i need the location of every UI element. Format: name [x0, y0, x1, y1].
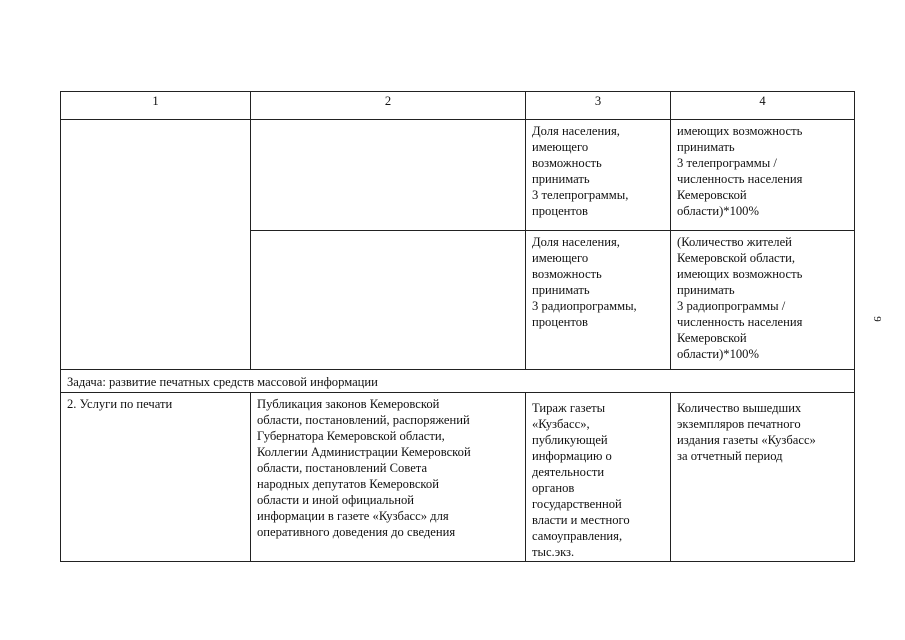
circulation-text: Тираж газеты «Кузбасс», публикующей информацию о деятельности органов государственной власти и местного самоуправления, тыс.экз. [532, 401, 630, 559]
service-cell [61, 393, 251, 562]
table-row [61, 120, 855, 231]
formula-tv-text: имеющих возможность принимать 3 телепрограммы / численность населения Кемеровской области)*100% [677, 124, 803, 218]
service-name-text: 2. Услуги по печати [67, 397, 173, 411]
empty-cell [251, 231, 526, 370]
indicator-tv-text: Доля населения, имеющего возможность принимать 3 телепрограммы, процентов [532, 124, 629, 218]
table-row [61, 393, 855, 562]
task-row [61, 370, 855, 393]
indicator-name-cell [526, 120, 671, 231]
indicators-table [60, 91, 855, 562]
copies-formula-text: Количество вышедших экземпляров печатного издания газеты «Кузбасс» за отчетный период [677, 401, 816, 463]
header-cell-2: 2 [251, 92, 526, 120]
header-cell-3: 3 [526, 92, 671, 120]
formula-cell [671, 393, 855, 562]
page-number: 9 [870, 316, 883, 322]
formula-radio-text: (Количество жителей Кемеровской области, имеющих возможность принимать 3 радиопрограммы / численность населения Кемеровской области)*100% [677, 235, 803, 361]
indicator-name-cell [526, 231, 671, 370]
content-cell [251, 393, 526, 562]
formula-cell [671, 120, 855, 231]
indicator-radio-text: Доля населения, имеющего возможность принимать 3 радиопрограммы, процентов [532, 235, 637, 329]
publication-text: Публикация законов Кемеровской области, постановлений, распоряжений Губернатора Кемеровской области, Коллегии Администрации Кемеровской области, постановлений Совета народных депутатов Кемеровской области и иной официальной информации в газете «Кузбасс» для оперативного доведения до сведения [257, 397, 471, 539]
formula-cell [671, 231, 855, 370]
empty-cell [61, 120, 251, 370]
empty-cell [251, 120, 526, 231]
indicator-name-cell [526, 393, 671, 562]
header-cell-4: 4 [671, 92, 855, 120]
task-text: Задача: развитие печатных средств массовой информации [67, 375, 378, 389]
header-cell-1: 1 [61, 92, 251, 120]
table-header-row [61, 92, 855, 120]
task-cell [61, 370, 855, 393]
